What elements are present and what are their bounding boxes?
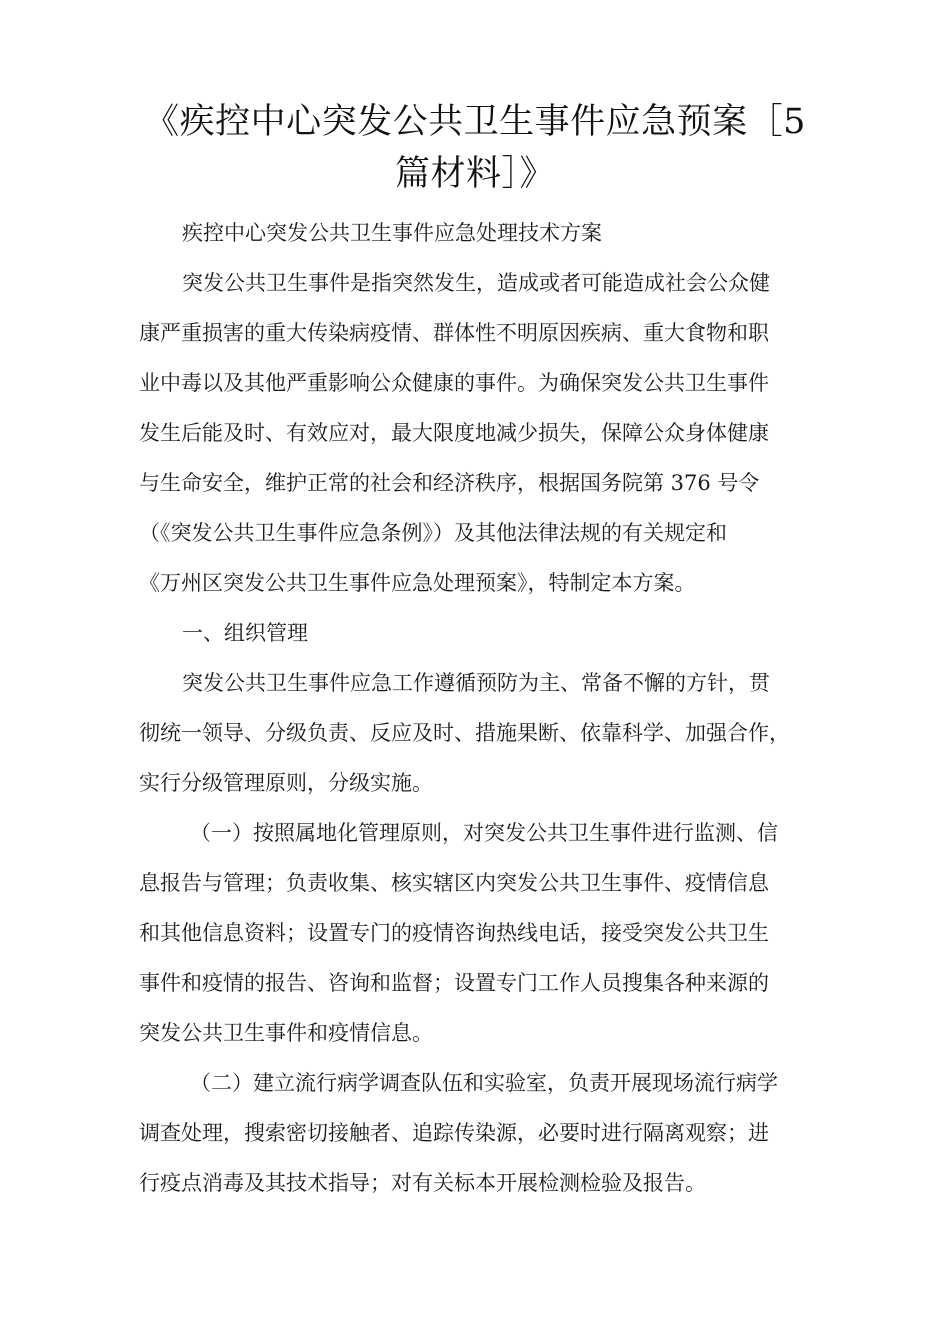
paragraph-principles xyxy=(139,658,829,808)
paragraph-line: 息报告与管理；负责收集、核实辖区内突发公共卫生事件、疫情信息 xyxy=(139,871,769,895)
section-heading xyxy=(139,608,829,658)
paragraph-line: 事件和疫情的报告、咨询和监督；设置专门工作人员搜集各种来源的 xyxy=(139,971,769,995)
paragraph-line: 康严重损害的重大传染病疫情、群体性不明原因疾病、重大食物和职 xyxy=(139,321,769,345)
paragraph-line: 《万州区突发公共卫生事件应急处理预案》，特制定本方案。 xyxy=(139,571,696,595)
paragraph-line: 彻统一领导、分级负责、反应及时、措施果断、依靠科学、加强合作， xyxy=(139,721,790,745)
paragraph-item-1 xyxy=(139,808,829,1058)
paragraph-line: 突发公共卫生事件和疫情信息。 xyxy=(139,1021,433,1045)
subtitle-text: 疾控中心突发公共卫生事件应急处理技术方案 xyxy=(182,221,602,245)
paragraph-line: 突发公共卫生事件是指突然发生，造成或者可能造成社会公众健 xyxy=(182,271,770,295)
title-line-1: 《疾控中心突发公共卫生事件应急预案［5 xyxy=(144,102,806,142)
paragraph-line: 业中毒以及其他严重影响公众健康的事件。为确保突发公共卫生事件 xyxy=(139,371,769,395)
paragraph-line: 发生后能及时、有效应对，最大限度地减少损失，保障公众身体健康 xyxy=(139,421,769,445)
document-title xyxy=(120,96,830,200)
subtitle xyxy=(139,208,829,258)
title-line-2: 篇材料］》 xyxy=(394,154,555,194)
paragraph-intro xyxy=(139,258,829,608)
document-body xyxy=(139,208,829,1208)
paragraph-line: 与生命安全，维护正常的社会和经济秩序，根据国务院第 376 号令 xyxy=(139,471,760,495)
paragraph-line: 实行分级管理原则，分级实施。 xyxy=(139,771,433,795)
section-heading-text: 一、组织管理 xyxy=(182,621,308,645)
paragraph-line: 和其他信息资料；设置专门的疫情咨询热线电话，接受突发公共卫生 xyxy=(139,921,769,945)
paragraph-line: 行疫点消毒及其技术指导；对有关标本开展检测检验及报告。 xyxy=(139,1171,706,1195)
paragraph-line: （《突发公共卫生事件应急条例》）及其他法律法规的有关规定和 xyxy=(139,521,727,545)
paragraph-line: （二）建立流行病学调查队伍和实验室，负责开展现场流行病学 xyxy=(190,1071,778,1095)
paragraph-line: （一）按照属地化管理原则，对突发公共卫生事件进行监测、信 xyxy=(190,821,778,845)
paragraph-line: 突发公共卫生事件应急工作遵循预防为主、常备不懈的方针，贯 xyxy=(182,671,770,695)
paragraph-item-2 xyxy=(139,1058,829,1208)
paragraph-line: 调查处理，搜索密切接触者、追踪传染源，必要时进行隔离观察；进 xyxy=(139,1121,769,1145)
